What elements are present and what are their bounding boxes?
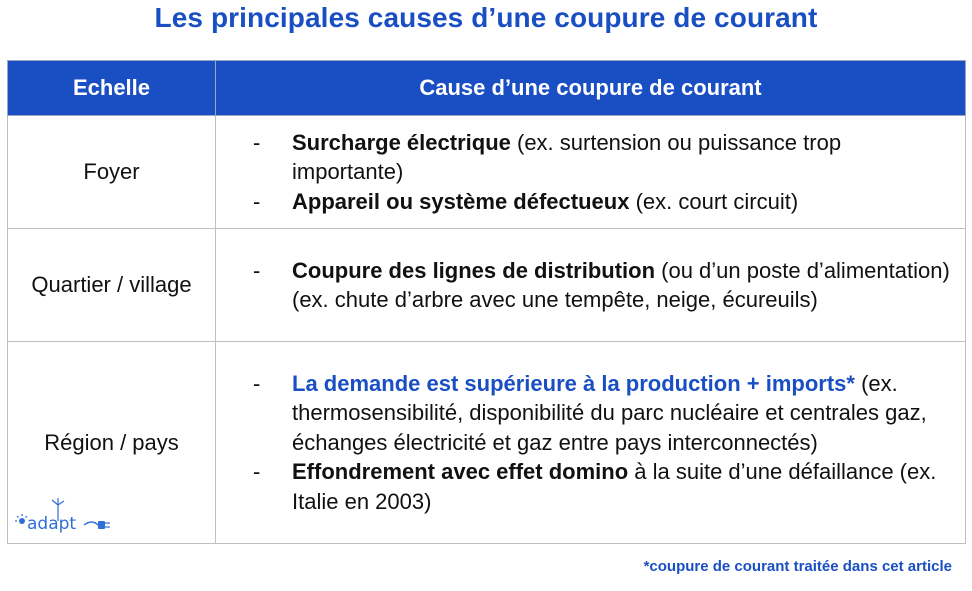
- scale-cell: Foyer: [8, 116, 216, 229]
- scale-cell: Quartier / village: [8, 229, 216, 342]
- bullet-dash: -: [253, 370, 261, 396]
- table-header-row: [8, 61, 966, 116]
- header-cause: Cause d’une coupure de courant: [216, 61, 966, 116]
- logo-text: adapt: [27, 514, 77, 534]
- causes-cell: [216, 342, 966, 544]
- cause-item: [216, 457, 965, 516]
- cause-item: [216, 187, 965, 217]
- cause-detail: (ex. court circuit): [629, 188, 799, 214]
- cause-item: [216, 128, 965, 187]
- cause-title: Surcharge électrique: [292, 129, 511, 155]
- cause-detail: (ou d’un poste d’alimentation) (ex. chute d’arbre avec une tempête, neige, écureuils): [292, 257, 950, 312]
- bullet-dash: -: [253, 459, 261, 485]
- scale-cell: Région / pays: [8, 342, 216, 544]
- table-row: [8, 229, 966, 342]
- cause-item: [216, 256, 965, 315]
- cause-title: Coupure des lignes de distribution: [292, 257, 656, 283]
- footnote: *coupure de courant traitée dans cet article: [643, 558, 952, 575]
- bullet-dash: -: [253, 257, 261, 283]
- causes-cell: [216, 229, 966, 342]
- bullet-dash: -: [253, 188, 261, 214]
- cause-title-highlight: La demande est supérieure à la production + imports*: [292, 370, 855, 396]
- table-row: [8, 116, 966, 229]
- cause-detail: à la suite d’une défaillance (ex. Italie en 2003): [292, 459, 937, 514]
- adapt-logo-icon: [14, 495, 124, 539]
- header-scale: Echelle: [8, 61, 216, 116]
- causes-cell: [216, 116, 966, 229]
- causes-table: [7, 60, 966, 544]
- cause-detail: (ex. surtension ou puissance trop importante): [292, 129, 842, 185]
- table-row: [8, 342, 966, 544]
- cause-title: Effondrement avec effet domino: [292, 459, 629, 485]
- bullet-dash: -: [253, 129, 261, 155]
- cause-detail: (ex. thermosensibilité, disponibilité du parc nucléaire et centrales gaz, échanges électricité et gaz entre pays interconnectés): [292, 370, 927, 455]
- cause-title: Appareil ou système défectueux: [292, 188, 630, 214]
- cause-item: [216, 369, 965, 458]
- page-title: Les principales causes d’une coupure de courant: [154, 2, 818, 33]
